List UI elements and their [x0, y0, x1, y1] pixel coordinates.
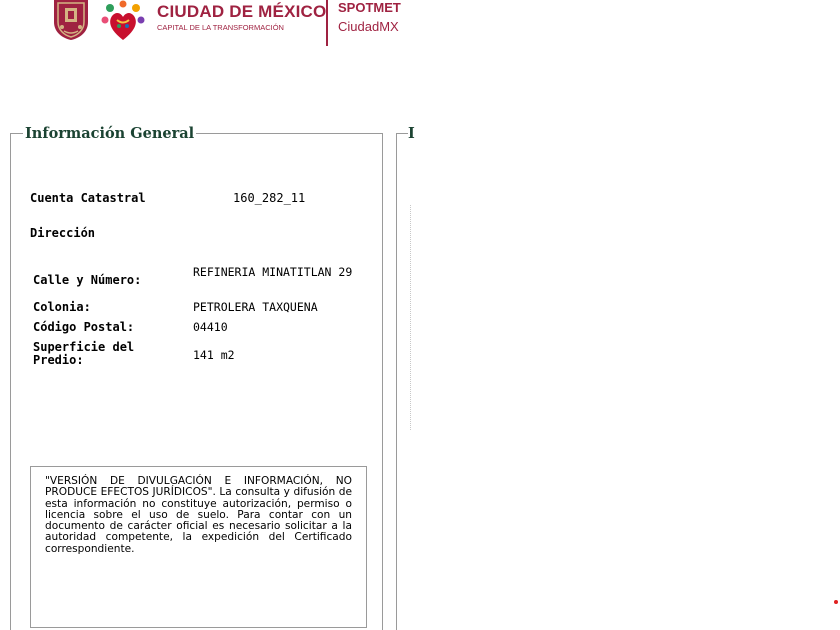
- superficie-value: 141 m2: [193, 348, 235, 362]
- superficie-label: Superficie del Predio:: [33, 340, 135, 367]
- app-subtitle: CiudadMX: [338, 19, 399, 34]
- general-info-legend: Información General: [25, 125, 195, 142]
- map-area[interactable]: [410, 205, 417, 430]
- cuenta-catastral-value: 160_282_11: [233, 191, 306, 205]
- codigo-postal-value: 04410: [193, 320, 228, 334]
- direccion-label: Dirección: [30, 226, 96, 240]
- codigo-postal-label: Código Postal:: [33, 320, 135, 334]
- brand-title: CIUDAD DE MÉXICO: [157, 2, 327, 21]
- brand-divider: [326, 0, 328, 46]
- calle-numero-label: Calle y Número:: [33, 273, 142, 287]
- heart-emblem-icon: [100, 0, 146, 44]
- legal-disclaimer: "VERSIÓN DE DIVULGACIÓN E INFORMACIÓN, NO PRODUCE EFECTOS JURÍDICOS". La consulta y difusión de esta información no constituye autorización, permiso o licencia sobre el uso de suelo. Para contar con un documento de carácter oficial es necesario solicitar a la autoridad competente, la expedición del Certificado correspondiente.: [30, 466, 367, 628]
- colonia-value: PETROLERA TAXQUENA: [193, 300, 318, 314]
- calle-numero-value: REFINERIA MINATITLAN 29: [193, 265, 353, 279]
- app-title: SPOTMET: [338, 0, 401, 15]
- marker-dot: [834, 600, 838, 604]
- colonia-label: Colonia:: [33, 300, 91, 314]
- brand-subtitle: CAPITAL DE LA TRANSFORMACIÓN: [157, 23, 284, 32]
- cuenta-catastral-label: Cuenta Catastral: [30, 191, 146, 205]
- coat-of-arms-icon: [50, 0, 92, 40]
- header: [0, 0, 840, 50]
- secondary-panel-legend: I: [408, 125, 415, 142]
